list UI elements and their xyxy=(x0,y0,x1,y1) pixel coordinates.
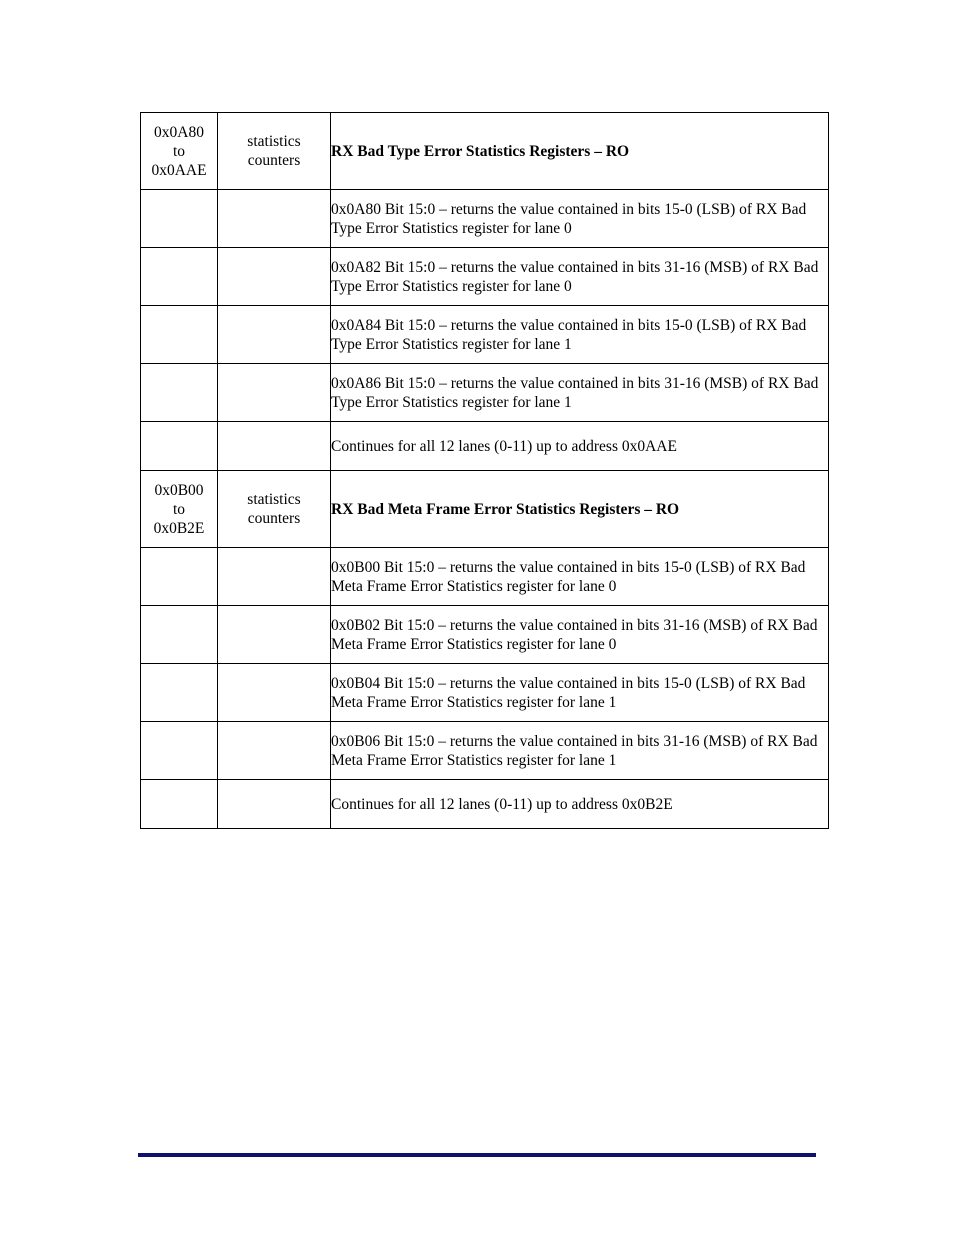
empty-cell xyxy=(141,664,218,722)
table-row xyxy=(141,306,829,364)
register-description: 0x0A80 Bit 15:0 – returns the value contained in bits 15-0 (LSB) of RX Bad Type Error Statistics register for lane 0 xyxy=(331,190,829,248)
continuation-note: Continues for all 12 lanes (0-11) up to address 0x0B2E xyxy=(331,780,829,829)
table-row xyxy=(141,664,829,722)
table-row xyxy=(141,364,829,422)
empty-cell xyxy=(141,722,218,780)
table-row xyxy=(141,780,829,829)
address-end: 0x0B2E xyxy=(153,519,205,537)
address-range-cell xyxy=(141,471,218,548)
table-row xyxy=(141,722,829,780)
address-range-cell xyxy=(141,113,218,190)
empty-cell xyxy=(218,422,331,471)
register-type-cell xyxy=(218,471,331,548)
address-to: to xyxy=(172,142,186,160)
register-description: 0x0B06 Bit 15:0 – returns the value contained in bits 31-16 (MSB) of RX Bad Meta Frame Error Statistics register for lane 1 xyxy=(331,722,829,780)
empty-cell xyxy=(218,606,331,664)
empty-cell xyxy=(218,364,331,422)
register-type-cell xyxy=(218,113,331,190)
register-description: 0x0A84 Bit 15:0 – returns the value contained in bits 15-0 (LSB) of RX Bad Type Error Statistics register for lane 1 xyxy=(331,306,829,364)
empty-cell xyxy=(218,722,331,780)
empty-cell xyxy=(218,248,331,306)
register-type-line: counters xyxy=(247,152,301,169)
empty-cell xyxy=(218,306,331,364)
empty-cell xyxy=(218,190,331,248)
table-row xyxy=(141,422,829,471)
table-row xyxy=(141,248,829,306)
register-type-line: counters xyxy=(247,510,301,527)
register-description: 0x0B02 Bit 15:0 – returns the value contained in bits 31-16 (MSB) of RX Bad Meta Frame Error Statistics register for lane 0 xyxy=(331,606,829,664)
empty-cell xyxy=(141,306,218,364)
address-end: 0x0AAE xyxy=(151,161,207,179)
section-header-row xyxy=(141,471,829,548)
register-table xyxy=(140,112,829,829)
address-start: 0x0A80 xyxy=(154,123,204,141)
table-row xyxy=(141,548,829,606)
empty-cell xyxy=(218,664,331,722)
empty-cell xyxy=(218,780,331,829)
address-to: to xyxy=(172,500,186,518)
register-description: 0x0A82 Bit 15:0 – returns the value contained in bits 31-16 (MSB) of RX Bad Type Error Statistics register for lane 0 xyxy=(331,248,829,306)
empty-cell xyxy=(141,190,218,248)
register-type-line: statistics xyxy=(247,491,301,508)
empty-cell xyxy=(141,248,218,306)
address-start: 0x0B00 xyxy=(154,481,204,499)
section-title: RX Bad Type Error Statistics Registers – RO xyxy=(331,113,829,190)
empty-cell xyxy=(141,606,218,664)
table-row xyxy=(141,190,829,248)
section-title: RX Bad Meta Frame Error Statistics Registers – RO xyxy=(331,471,829,548)
register-description: 0x0B04 Bit 15:0 – returns the value contained in bits 15-0 (LSB) of RX Bad Meta Frame Error Statistics register for lane 1 xyxy=(331,664,829,722)
register-description: 0x0B00 Bit 15:0 – returns the value contained in bits 15-0 (LSB) of RX Bad Meta Frame Error Statistics register for lane 0 xyxy=(331,548,829,606)
empty-cell xyxy=(141,364,218,422)
empty-cell xyxy=(218,548,331,606)
section-header-row xyxy=(141,113,829,190)
empty-cell xyxy=(141,548,218,606)
empty-cell xyxy=(141,422,218,471)
register-type-line: statistics xyxy=(247,133,301,150)
empty-cell xyxy=(141,780,218,829)
footer-rule xyxy=(138,1153,816,1157)
continuation-note: Continues for all 12 lanes (0-11) up to address 0x0AAE xyxy=(331,422,829,471)
table-row xyxy=(141,606,829,664)
register-description: 0x0A86 Bit 15:0 – returns the value contained in bits 31-16 (MSB) of RX Bad Type Error Statistics register for lane 1 xyxy=(331,364,829,422)
